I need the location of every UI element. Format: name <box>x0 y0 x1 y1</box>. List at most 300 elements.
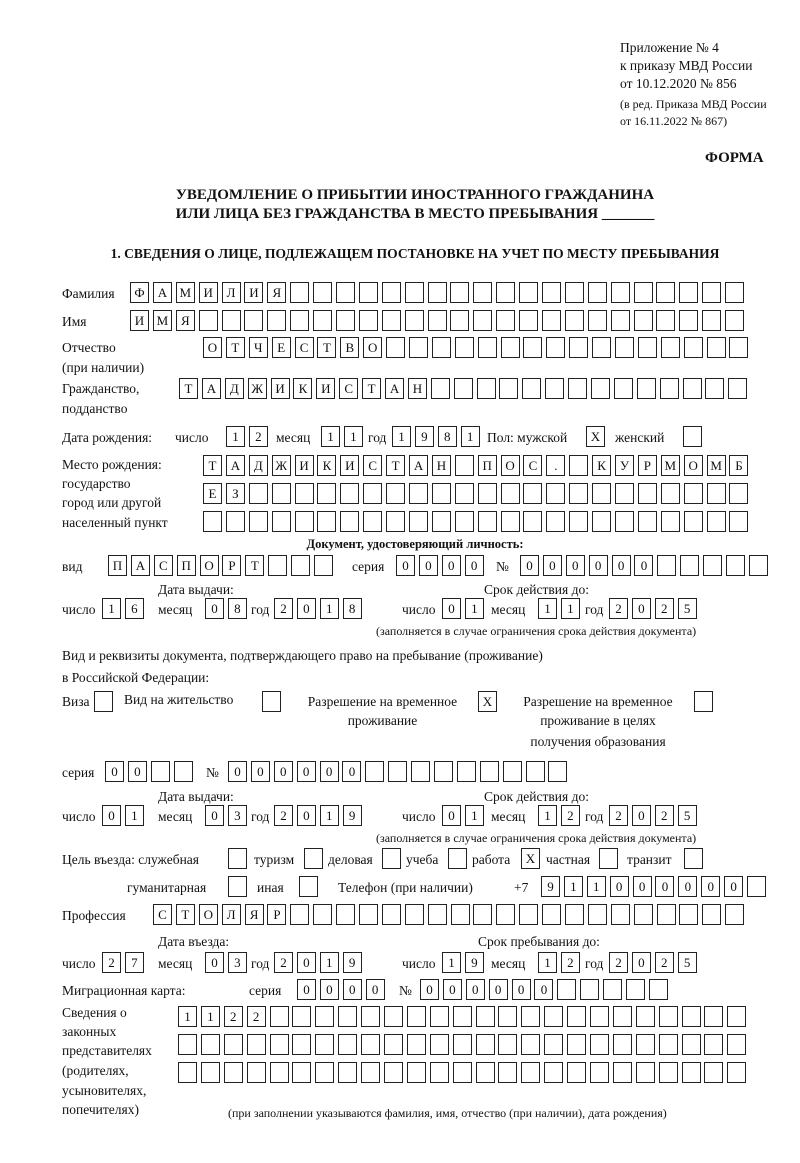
char-cell[interactable]: М <box>707 455 726 476</box>
char-cell[interactable]: 1 <box>125 805 144 826</box>
char-cell[interactable]: Ж <box>248 378 267 399</box>
stay-month-field[interactable] <box>538 952 584 973</box>
char-cell[interactable]: О <box>199 904 218 925</box>
char-cell[interactable] <box>614 378 633 399</box>
char-cell[interactable] <box>523 483 542 504</box>
char-cell[interactable]: 0 <box>632 952 651 973</box>
char-cell[interactable] <box>313 904 332 925</box>
char-cell[interactable] <box>247 1034 266 1055</box>
char-cell[interactable] <box>224 1062 243 1083</box>
char-cell[interactable] <box>409 337 428 358</box>
char-cell[interactable] <box>272 483 291 504</box>
char-cell[interactable]: 8 <box>343 598 362 619</box>
char-cell[interactable] <box>268 555 287 576</box>
stay-issue-year-field[interactable] <box>274 805 366 826</box>
char-cell[interactable] <box>611 282 630 303</box>
char-cell[interactable] <box>359 282 378 303</box>
char-cell[interactable] <box>661 511 680 532</box>
char-cell[interactable]: 1 <box>178 1006 197 1027</box>
entry-month-field[interactable] <box>205 952 251 973</box>
id-valid-year-field[interactable] <box>609 598 701 619</box>
char-cell[interactable] <box>428 282 447 303</box>
char-cell[interactable] <box>636 1034 655 1055</box>
char-cell[interactable] <box>174 761 193 782</box>
patronymic-field[interactable] <box>203 337 752 358</box>
char-cell[interactable] <box>523 337 542 358</box>
sex-male-checkbox[interactable] <box>586 426 609 447</box>
char-cell[interactable] <box>679 310 698 331</box>
char-cell[interactable]: А <box>153 282 172 303</box>
purpose-study-checkbox[interactable] <box>448 848 471 869</box>
char-cell[interactable] <box>702 904 721 925</box>
char-cell[interactable]: 2 <box>609 598 628 619</box>
purpose-transit-checkbox[interactable] <box>684 848 707 869</box>
char-cell[interactable]: 0 <box>701 876 720 897</box>
char-cell[interactable]: П <box>108 555 127 576</box>
char-cell[interactable]: И <box>130 310 149 331</box>
char-cell[interactable]: Я <box>267 282 286 303</box>
char-cell[interactable] <box>203 511 222 532</box>
stay-issue-month-field[interactable] <box>205 805 251 826</box>
char-cell[interactable]: 0 <box>442 805 461 826</box>
char-cell[interactable] <box>361 1006 380 1027</box>
char-cell[interactable]: 0 <box>442 598 461 619</box>
char-cell[interactable] <box>726 555 745 576</box>
char-cell[interactable] <box>649 979 668 1000</box>
char-cell[interactable] <box>450 310 469 331</box>
char-cell[interactable]: И <box>244 282 263 303</box>
char-cell[interactable] <box>453 1006 472 1027</box>
char-cell[interactable] <box>569 455 588 476</box>
char-cell[interactable] <box>361 1034 380 1055</box>
char-cell[interactable] <box>201 1034 220 1055</box>
profession-field[interactable] <box>153 904 748 925</box>
char-cell[interactable]: 2 <box>561 805 580 826</box>
char-cell[interactable] <box>262 691 281 712</box>
char-cell[interactable] <box>477 378 496 399</box>
char-cell[interactable]: 1 <box>320 598 339 619</box>
char-cell[interactable]: З <box>226 483 245 504</box>
visa-checkbox[interactable] <box>94 691 117 712</box>
char-cell[interactable] <box>94 691 113 712</box>
char-cell[interactable] <box>588 904 607 925</box>
char-cell[interactable]: 1 <box>344 426 363 447</box>
char-cell[interactable] <box>226 511 245 532</box>
char-cell[interactable] <box>684 483 703 504</box>
char-cell[interactable] <box>656 310 675 331</box>
char-cell[interactable] <box>384 1006 403 1027</box>
char-cell[interactable] <box>704 1062 723 1083</box>
char-cell[interactable]: 0 <box>297 952 316 973</box>
char-cell[interactable]: 0 <box>612 555 631 576</box>
char-cell[interactable]: 0 <box>442 555 461 576</box>
char-cell[interactable]: А <box>409 455 428 476</box>
char-cell[interactable] <box>201 1062 220 1083</box>
char-cell[interactable] <box>199 310 218 331</box>
char-cell[interactable] <box>336 282 355 303</box>
char-cell[interactable]: 9 <box>541 876 560 897</box>
char-cell[interactable] <box>729 337 748 358</box>
char-cell[interactable] <box>636 1062 655 1083</box>
char-cell[interactable] <box>270 1034 289 1055</box>
char-cell[interactable]: Р <box>638 455 657 476</box>
char-cell[interactable] <box>657 555 676 576</box>
char-cell[interactable]: X <box>521 848 540 869</box>
char-cell[interactable] <box>682 1062 701 1083</box>
char-cell[interactable] <box>338 1062 357 1083</box>
char-cell[interactable] <box>501 483 520 504</box>
migration-series-field[interactable] <box>297 979 389 1000</box>
char-cell[interactable]: Т <box>362 378 381 399</box>
char-cell[interactable] <box>522 378 541 399</box>
char-cell[interactable]: И <box>295 455 314 476</box>
char-cell[interactable]: С <box>153 904 172 925</box>
char-cell[interactable] <box>634 310 653 331</box>
id-issue-day-field[interactable] <box>102 598 148 619</box>
char-cell[interactable] <box>546 483 565 504</box>
char-cell[interactable] <box>656 282 675 303</box>
char-cell[interactable]: 0 <box>128 761 147 782</box>
char-cell[interactable] <box>249 511 268 532</box>
char-cell[interactable]: 0 <box>466 979 485 1000</box>
char-cell[interactable] <box>703 555 722 576</box>
char-cell[interactable]: 0 <box>366 979 385 1000</box>
char-cell[interactable] <box>407 1034 426 1055</box>
char-cell[interactable] <box>523 511 542 532</box>
char-cell[interactable] <box>455 511 474 532</box>
char-cell[interactable] <box>431 378 450 399</box>
char-cell[interactable] <box>521 1062 540 1083</box>
char-cell[interactable] <box>498 1006 517 1027</box>
char-cell[interactable]: 9 <box>343 952 362 973</box>
char-cell[interactable] <box>569 483 588 504</box>
char-cell[interactable]: О <box>200 555 219 576</box>
entry-year-field[interactable] <box>274 952 366 973</box>
char-cell[interactable] <box>450 282 469 303</box>
char-cell[interactable] <box>615 483 634 504</box>
char-cell[interactable]: Т <box>386 455 405 476</box>
char-cell[interactable]: 0 <box>678 876 697 897</box>
char-cell[interactable] <box>501 511 520 532</box>
stay-day-field[interactable] <box>442 952 488 973</box>
char-cell[interactable] <box>405 310 424 331</box>
char-cell[interactable] <box>707 511 726 532</box>
char-cell[interactable] <box>592 337 611 358</box>
char-cell[interactable] <box>661 337 680 358</box>
char-cell[interactable]: 1 <box>538 805 557 826</box>
char-cell[interactable]: 1 <box>320 805 339 826</box>
birth-day-field[interactable] <box>226 426 272 447</box>
char-cell[interactable]: 0 <box>320 761 339 782</box>
char-cell[interactable] <box>295 511 314 532</box>
birth-place-row-3[interactable] <box>203 511 752 532</box>
char-cell[interactable]: 1 <box>321 426 340 447</box>
char-cell[interactable]: 1 <box>201 1006 220 1027</box>
char-cell[interactable] <box>680 555 699 576</box>
char-cell[interactable] <box>613 1062 632 1083</box>
char-cell[interactable]: 0 <box>520 555 539 576</box>
char-cell[interactable]: М <box>661 455 680 476</box>
char-cell[interactable]: 5 <box>678 952 697 973</box>
char-cell[interactable] <box>638 483 657 504</box>
char-cell[interactable]: 1 <box>587 876 606 897</box>
char-cell[interactable] <box>315 1006 334 1027</box>
purpose-work-checkbox[interactable] <box>521 848 544 869</box>
birth-place-row-1[interactable] <box>203 455 752 476</box>
char-cell[interactable]: К <box>293 378 312 399</box>
char-cell[interactable] <box>659 1006 678 1027</box>
entry-day-field[interactable] <box>102 952 148 973</box>
char-cell[interactable]: 2 <box>609 952 628 973</box>
char-cell[interactable]: 2 <box>274 805 293 826</box>
char-cell[interactable] <box>519 310 538 331</box>
char-cell[interactable]: А <box>385 378 404 399</box>
char-cell[interactable]: 0 <box>634 555 653 576</box>
char-cell[interactable]: Ф <box>130 282 149 303</box>
char-cell[interactable] <box>457 761 476 782</box>
char-cell[interactable] <box>428 904 447 925</box>
char-cell[interactable]: 0 <box>489 979 508 1000</box>
char-cell[interactable] <box>567 1034 586 1055</box>
char-cell[interactable]: С <box>523 455 542 476</box>
char-cell[interactable] <box>638 337 657 358</box>
citizenship-field[interactable] <box>179 378 751 399</box>
id-doc-kind-field[interactable] <box>108 555 337 576</box>
char-cell[interactable] <box>359 310 378 331</box>
purpose-humanitarian-checkbox[interactable] <box>228 876 251 897</box>
char-cell[interactable]: Н <box>408 378 427 399</box>
char-cell[interactable] <box>684 511 703 532</box>
name-field[interactable] <box>130 310 748 331</box>
char-cell[interactable] <box>434 761 453 782</box>
char-cell[interactable]: 2 <box>274 952 293 973</box>
char-cell[interactable] <box>729 511 748 532</box>
char-cell[interactable] <box>405 904 424 925</box>
char-cell[interactable] <box>247 1062 266 1083</box>
char-cell[interactable] <box>707 337 726 358</box>
char-cell[interactable]: 2 <box>102 952 121 973</box>
char-cell[interactable] <box>340 511 359 532</box>
char-cell[interactable] <box>228 876 247 897</box>
char-cell[interactable] <box>384 1034 403 1055</box>
char-cell[interactable] <box>702 310 721 331</box>
char-cell[interactable] <box>568 378 587 399</box>
id-issue-year-field[interactable] <box>274 598 366 619</box>
char-cell[interactable]: 0 <box>251 761 270 782</box>
stay-series-field[interactable] <box>105 761 197 782</box>
id-issue-month-field[interactable] <box>205 598 251 619</box>
char-cell[interactable]: Д <box>249 455 268 476</box>
char-cell[interactable] <box>727 1062 746 1083</box>
char-cell[interactable] <box>428 310 447 331</box>
char-cell[interactable] <box>386 483 405 504</box>
birth-month-field[interactable] <box>321 426 367 447</box>
char-cell[interactable] <box>338 1034 357 1055</box>
char-cell[interactable] <box>615 337 634 358</box>
char-cell[interactable] <box>613 1034 632 1055</box>
char-cell[interactable] <box>542 904 561 925</box>
char-cell[interactable] <box>546 337 565 358</box>
char-cell[interactable] <box>448 848 467 869</box>
char-cell[interactable] <box>683 378 702 399</box>
char-cell[interactable] <box>430 1034 449 1055</box>
char-cell[interactable] <box>501 337 520 358</box>
char-cell[interactable] <box>590 1062 609 1083</box>
char-cell[interactable]: Л <box>222 282 241 303</box>
char-cell[interactable] <box>679 904 698 925</box>
char-cell[interactable]: 2 <box>247 1006 266 1027</box>
char-cell[interactable] <box>291 555 310 576</box>
char-cell[interactable] <box>409 483 428 504</box>
char-cell[interactable] <box>359 904 378 925</box>
char-cell[interactable] <box>521 1006 540 1027</box>
char-cell[interactable] <box>365 761 384 782</box>
char-cell[interactable] <box>270 1062 289 1083</box>
char-cell[interactable] <box>590 1034 609 1055</box>
char-cell[interactable]: 2 <box>655 805 674 826</box>
char-cell[interactable] <box>569 337 588 358</box>
char-cell[interactable] <box>451 904 470 925</box>
char-cell[interactable]: М <box>176 282 195 303</box>
char-cell[interactable]: 0 <box>297 805 316 826</box>
char-cell[interactable]: 0 <box>320 979 339 1000</box>
char-cell[interactable]: В <box>340 337 359 358</box>
char-cell[interactable] <box>317 511 336 532</box>
char-cell[interactable] <box>704 1006 723 1027</box>
char-cell[interactable]: Т <box>176 904 195 925</box>
char-cell[interactable]: 8 <box>438 426 457 447</box>
char-cell[interactable] <box>432 483 451 504</box>
char-cell[interactable]: 0 <box>566 555 585 576</box>
char-cell[interactable] <box>455 337 474 358</box>
char-cell[interactable] <box>725 310 744 331</box>
char-cell[interactable] <box>590 1006 609 1027</box>
char-cell[interactable] <box>661 483 680 504</box>
char-cell[interactable] <box>684 337 703 358</box>
char-cell[interactable]: П <box>177 555 196 576</box>
char-cell[interactable]: П <box>478 455 497 476</box>
char-cell[interactable]: 0 <box>297 598 316 619</box>
char-cell[interactable] <box>382 848 401 869</box>
char-cell[interactable] <box>634 282 653 303</box>
char-cell[interactable]: 0 <box>297 761 316 782</box>
char-cell[interactable]: 0 <box>512 979 531 1000</box>
purpose-tourism-checkbox[interactable] <box>304 848 327 869</box>
char-cell[interactable] <box>267 310 286 331</box>
char-cell[interactable]: Н <box>432 455 451 476</box>
char-cell[interactable]: 0 <box>655 876 674 897</box>
char-cell[interactable] <box>638 511 657 532</box>
char-cell[interactable]: 9 <box>415 426 434 447</box>
char-cell[interactable] <box>478 511 497 532</box>
char-cell[interactable] <box>545 378 564 399</box>
char-cell[interactable]: 7 <box>125 952 144 973</box>
char-cell[interactable]: С <box>154 555 173 576</box>
char-cell[interactable]: 0 <box>205 952 224 973</box>
char-cell[interactable]: 3 <box>228 952 247 973</box>
char-cell[interactable]: М <box>153 310 172 331</box>
char-cell[interactable]: 2 <box>655 598 674 619</box>
char-cell[interactable]: 0 <box>228 761 247 782</box>
char-cell[interactable] <box>272 511 291 532</box>
char-cell[interactable]: 0 <box>419 555 438 576</box>
char-cell[interactable]: 1 <box>102 598 121 619</box>
char-cell[interactable]: 0 <box>534 979 553 1000</box>
char-cell[interactable]: Р <box>222 555 241 576</box>
char-cell[interactable] <box>290 310 309 331</box>
char-cell[interactable] <box>707 483 726 504</box>
char-cell[interactable]: 0 <box>420 979 439 1000</box>
representatives-row-3[interactable] <box>178 1062 750 1083</box>
id-valid-day-field[interactable] <box>442 598 488 619</box>
char-cell[interactable] <box>498 1034 517 1055</box>
char-cell[interactable] <box>498 1062 517 1083</box>
char-cell[interactable] <box>749 555 768 576</box>
char-cell[interactable] <box>473 310 492 331</box>
char-cell[interactable] <box>611 904 630 925</box>
char-cell[interactable]: О <box>363 337 382 358</box>
char-cell[interactable] <box>270 1006 289 1027</box>
char-cell[interactable]: 2 <box>609 805 628 826</box>
char-cell[interactable] <box>634 904 653 925</box>
char-cell[interactable]: Т <box>226 337 245 358</box>
char-cell[interactable] <box>503 761 522 782</box>
stay-valid-month-field[interactable] <box>538 805 584 826</box>
char-cell[interactable]: 0 <box>342 761 361 782</box>
char-cell[interactable] <box>496 310 515 331</box>
char-cell[interactable] <box>704 1034 723 1055</box>
char-cell[interactable]: . <box>546 455 565 476</box>
char-cell[interactable]: Р <box>267 904 286 925</box>
char-cell[interactable]: Т <box>245 555 264 576</box>
char-cell[interactable]: 0 <box>343 979 362 1000</box>
char-cell[interactable] <box>565 282 584 303</box>
char-cell[interactable]: 9 <box>465 952 484 973</box>
char-cell[interactable] <box>453 1034 472 1055</box>
char-cell[interactable] <box>702 282 721 303</box>
char-cell[interactable] <box>317 483 336 504</box>
char-cell[interactable]: 3 <box>228 805 247 826</box>
char-cell[interactable]: 1 <box>442 952 461 973</box>
char-cell[interactable]: 0 <box>274 761 293 782</box>
char-cell[interactable] <box>727 1006 746 1027</box>
char-cell[interactable] <box>660 378 679 399</box>
phone-field[interactable] <box>541 876 770 897</box>
char-cell[interactable]: 2 <box>224 1006 243 1027</box>
char-cell[interactable]: О <box>203 337 222 358</box>
char-cell[interactable] <box>729 483 748 504</box>
char-cell[interactable] <box>304 848 323 869</box>
char-cell[interactable] <box>496 282 515 303</box>
char-cell[interactable]: 1 <box>538 952 557 973</box>
char-cell[interactable]: 8 <box>228 598 247 619</box>
char-cell[interactable] <box>565 904 584 925</box>
char-cell[interactable]: У <box>615 455 634 476</box>
char-cell[interactable]: 0 <box>632 805 651 826</box>
char-cell[interactable]: И <box>316 378 335 399</box>
char-cell[interactable] <box>430 1006 449 1027</box>
char-cell[interactable]: Я <box>176 310 195 331</box>
char-cell[interactable] <box>361 1062 380 1083</box>
char-cell[interactable]: А <box>226 455 245 476</box>
char-cell[interactable] <box>480 761 499 782</box>
char-cell[interactable]: 0 <box>396 555 415 576</box>
char-cell[interactable]: 0 <box>297 979 316 1000</box>
char-cell[interactable] <box>411 761 430 782</box>
char-cell[interactable] <box>496 904 515 925</box>
char-cell[interactable]: 2 <box>655 952 674 973</box>
char-cell[interactable]: 0 <box>724 876 743 897</box>
